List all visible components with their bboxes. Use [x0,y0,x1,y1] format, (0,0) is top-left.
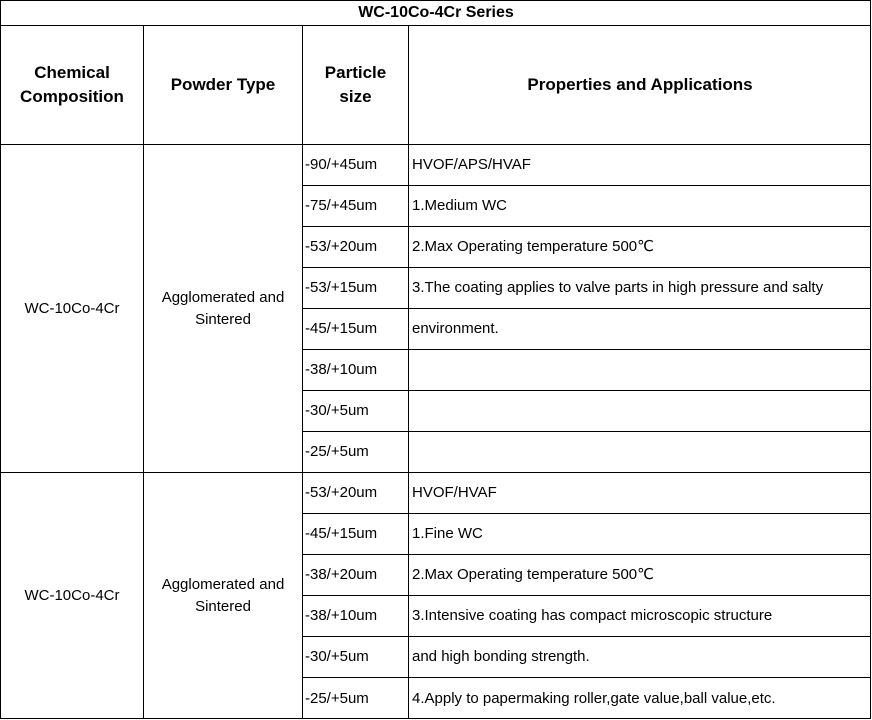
powder-type-cell: Agglomerated and Sintered [161,288,285,328]
row-divider [302,390,871,391]
row-divider [302,431,871,432]
table-left-border [0,0,1,719]
properties-line-cell: environment. [412,320,499,337]
properties-line-cell: 3.The coating applies to valve parts in high pressure and salty [412,279,824,296]
row-divider [302,677,871,678]
header-properties-applications: Properties and Applications [527,75,753,94]
table-top-border [0,0,871,1]
particle-size-cell: -45/+15um [305,525,378,542]
group-divider [0,472,871,473]
particle-size-cell: -90/+45um [305,156,378,173]
particle-size-cell: -30/+5um [305,648,369,665]
particle-size-cell: -53/+15um [305,279,378,296]
particle-size-cell: -45/+15um [305,320,378,337]
row-divider [302,636,871,637]
header-divider [0,144,871,145]
properties-line-cell: and high bonding strength. [412,648,590,665]
properties-line-cell: HVOF/HVAF [412,484,497,501]
properties-line-cell: 1.Medium WC [412,197,508,214]
particle-size-cell: -38/+20um [305,566,378,583]
particle-size-cell: -38/+10um [305,607,378,624]
row-divider [302,513,871,514]
particle-size-cell: -53/+20um [305,484,378,501]
properties-line-cell: 2.Max Operating temperature 500℃ [412,238,654,255]
row-divider [302,554,871,555]
title-divider [0,25,871,26]
row-divider [302,226,871,227]
properties-line-cell [412,432,870,472]
column-divider [302,25,303,719]
header-powder-type: Powder Type [170,75,276,94]
table-bottom-border [0,718,871,719]
row-divider [302,349,871,350]
row-divider [302,267,871,268]
properties-line-cell: 3.Intensive coating has compact microscopic structure [412,607,773,624]
particle-size-cell: -25/+5um [305,443,369,460]
properties-line-cell: HVOF/APS/HVAF [412,156,531,173]
column-divider [408,25,409,719]
particle-size-cell: -75/+45um [305,197,378,214]
row-divider [302,185,871,186]
properties-line-cell: 4.Apply to papermaking roller,gate value,ball value,etc. [412,689,776,707]
header-chemical-composition: Chemical Composition [20,63,124,106]
table-title: WC-10Co-4Cr Series [358,3,514,21]
column-divider [143,25,144,719]
properties-line-cell: 1.Fine WC [412,525,483,542]
properties-line-cell: 2.Max Operating temperature 500℃ [412,566,654,583]
particle-size-cell: -25/+5um [305,689,369,707]
powder-type-cell: Agglomerated and Sintered [161,576,285,615]
header-particle-size: Particle size [324,63,387,106]
chemical-composition-cell: WC-10Co-4Cr [24,299,120,317]
particle-size-cell: -53/+20um [305,238,378,255]
chemical-composition-cell: WC-10Co-4Cr [24,587,120,604]
particle-size-cell: -38/+10um [305,361,378,378]
properties-line-cell [412,350,870,390]
particle-size-cell: -30/+5um [305,402,369,419]
properties-line-cell [412,391,870,431]
table-right-border [870,0,871,719]
row-divider [302,595,871,596]
row-divider [302,308,871,309]
